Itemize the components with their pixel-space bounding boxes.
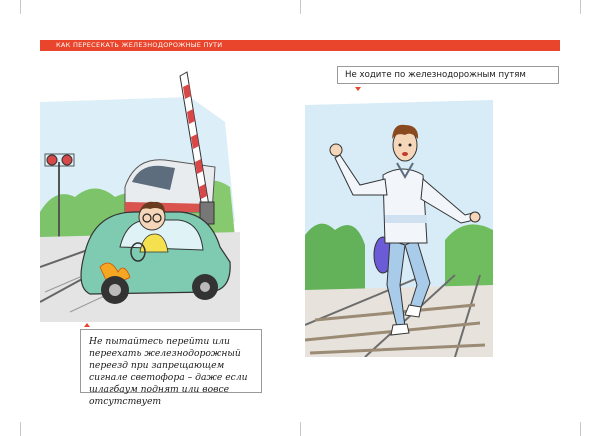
crop-mark-bottom-left	[20, 422, 21, 436]
caption-crossing-warning	[80, 329, 262, 407]
illustration-man-on-tracks	[305, 95, 497, 357]
section-header	[40, 40, 560, 51]
caption-pointer-right	[355, 87, 361, 91]
crop-mark-bottom-right	[580, 422, 581, 436]
section-header-title: КАК ПЕРЕСЕКАТЬ ЖЕЛЕЗНОДОРОЖНЫЕ ПУТИ	[56, 41, 223, 49]
crop-mark-top-right	[580, 0, 581, 14]
crop-mark-top-center	[300, 0, 301, 14]
illustration-car-at-crossing	[40, 62, 240, 322]
caption-track-text: Не ходите по железнодорожным путям	[345, 70, 526, 80]
car-crossing-svg	[40, 62, 240, 322]
caption-pointer-left	[84, 323, 90, 327]
caption-track-warning	[337, 66, 559, 84]
crop-mark-top-left	[20, 0, 21, 14]
crop-mark-bottom-center	[300, 422, 301, 436]
man-tracks-svg	[305, 95, 497, 357]
caption-crossing-text: Не пытайтесь перейти или переехать железнодорожный переезд при запрещающем сигнале светофора – даже если шлагбаум поднят или вовсе отсутствует	[89, 336, 248, 407]
